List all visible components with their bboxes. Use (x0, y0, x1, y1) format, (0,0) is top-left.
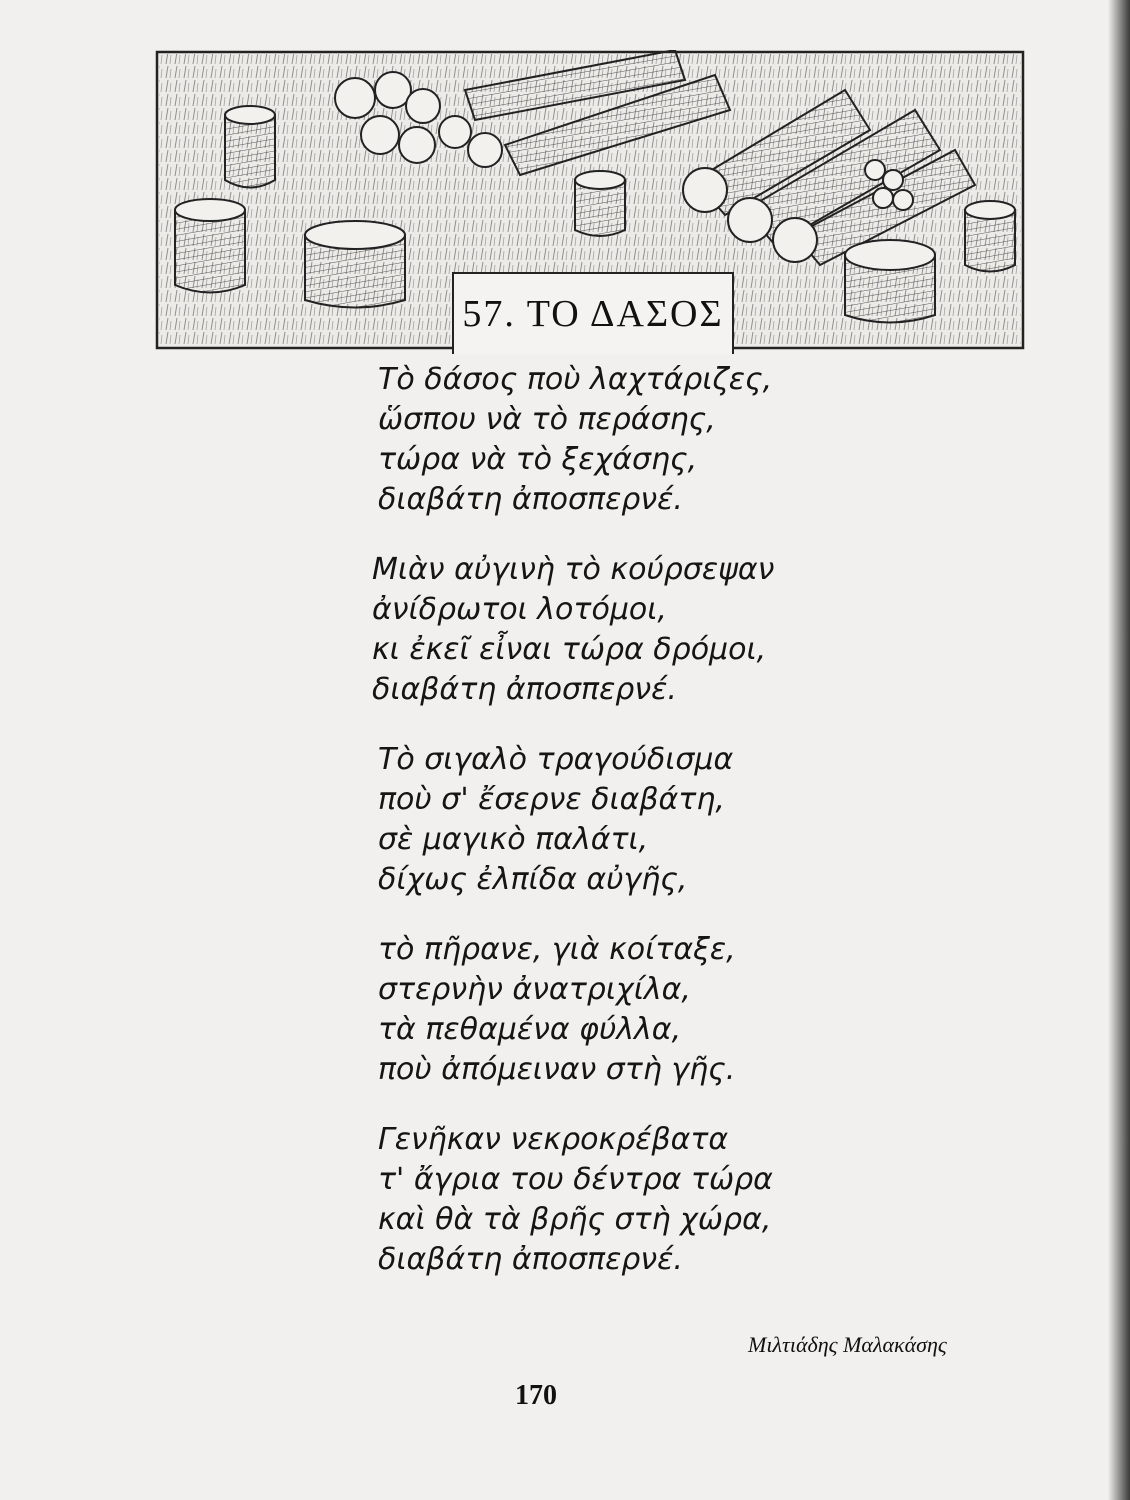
poem-line: κι ἐκεῖ εἶναι τώρα δρόμοι, (372, 632, 767, 667)
poem-line: δίχως ἐλπίδα αὐγῆς, (378, 862, 688, 897)
poem-line: σὲ μαγικὸ παλάτι, (378, 822, 649, 857)
poem-line: τὰ πεθαμένα φύλλα, (378, 1012, 682, 1047)
stanza (372, 550, 932, 710)
poem-line: ἀνίδρωτοι λοτόμοι, (372, 592, 667, 627)
poem-line: διαβάτη ἀποσπερνέ. (372, 672, 677, 707)
stanza (372, 360, 932, 520)
poem-line: ὥσπου νὰ τὸ περάσης, (378, 402, 716, 437)
poem-line: Τὸ δάσος ποὺ λαχτάριζες, (378, 362, 773, 397)
chapter-title-box (452, 272, 734, 354)
chapter-title: 57. ΤΟ ΔΑΣΟΣ (462, 293, 724, 335)
page-edge-shadow (1108, 0, 1130, 1500)
poem-line: τώρα νὰ τὸ ξεχάσης, (378, 442, 698, 477)
poem-line: ποὺ σ' ἔσερνε διαβάτη, (378, 782, 725, 817)
poem-line: καὶ θὰ τὰ βρῆς στὴ χώρα, (378, 1202, 772, 1237)
poem (372, 360, 932, 1310)
stanza (372, 740, 932, 900)
poem-line: Τὸ σιγαλὸ τραγούδισμα (378, 742, 734, 777)
poem-line: τὸ πῆρανε, γιὰ κοίταξε, (378, 932, 736, 967)
stanza (372, 930, 932, 1090)
poem-line: διαβάτη ἀποσπερνέ. (378, 482, 683, 517)
poem-line: Μιὰν αὐγινὴ τὸ κούρσεψαν (372, 552, 775, 587)
poem-line: Γενῆκαν νεκροκρέβατα (378, 1122, 729, 1157)
author-name: Μιλτιάδης Μαλακάσης (748, 1332, 947, 1357)
poem-line: στερνὴν ἀνατριχίλα, (378, 972, 691, 1007)
poem-line: τ' ἄγρια του δέντρα τώρα (378, 1162, 773, 1197)
stanza (372, 1120, 932, 1280)
poem-line: διαβάτη ἀποσπερνέ. (378, 1242, 683, 1277)
poem-line: ποὺ ἀπόμειναν στὴ γῆς. (378, 1052, 736, 1087)
page-number: 170 (515, 1380, 557, 1411)
